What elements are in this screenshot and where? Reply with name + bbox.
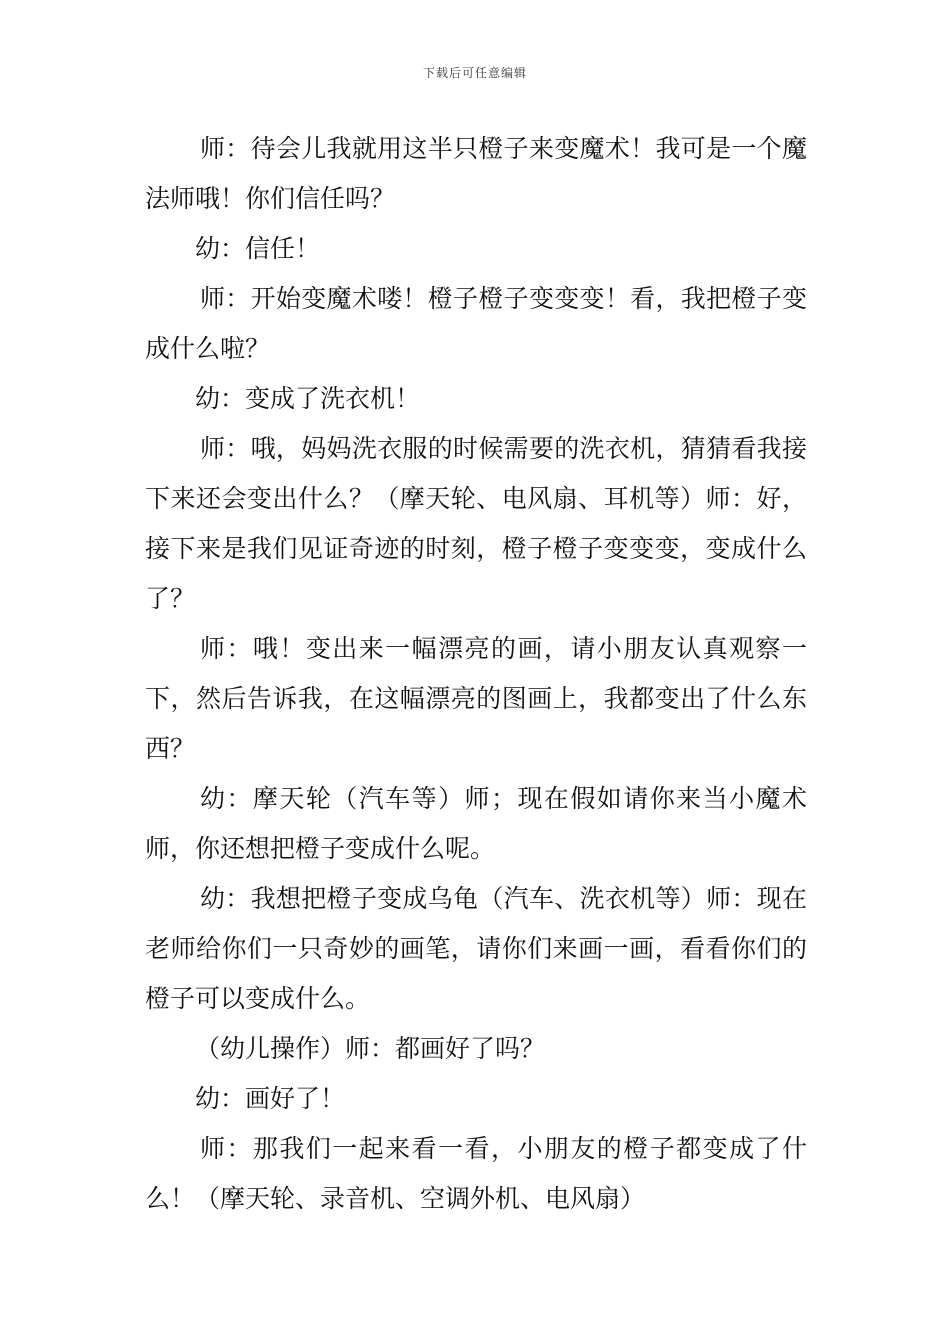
- paragraph: （幼儿操作）师：都画好了吗？: [195, 1034, 546, 1063]
- paragraph: 师：开始变魔术喽！橙子橙子变变变！看，我把橙子变成什么啦？: [145, 284, 807, 363]
- paragraph: 师：那我们一起来看一看，小朋友的橙子都变成了什么！（摩天轮、录音机、空调外机、电风扇）: [145, 1134, 807, 1213]
- paragraph: 师：哦，妈妈洗衣服的时候需要的洗衣机，猜猜看我接下来还会变出什么？（摩天轮、电风扇、耳机等）师：好，接下来是我们见证奇迹的时刻，橙子橙子变变变，变成什么了？: [145, 434, 807, 613]
- document-body: [145, 124, 807, 1224]
- paragraph: 师：哦！变出来一幅漂亮的画，请小朋友认真观察一下，然后告诉我，在这幅漂亮的图画上，我都变出了什么东西？: [145, 634, 807, 763]
- paragraph: 幼：画好了！: [195, 1084, 346, 1113]
- paragraph: 幼：变成了洗衣机！: [195, 384, 421, 413]
- paragraph: 幼：我想把橙子变成乌龟（汽车、洗衣机等）师：现在老师给你们一只奇妙的画笔，请你们来画一画，看看你们的橙子可以变成什么。: [145, 884, 807, 1013]
- paragraph: 幼：摩天轮（汽车等）师；现在假如请你来当小魔术师，你还想把橙子变成什么呢。: [145, 784, 807, 863]
- paragraph: 幼：信任！: [195, 234, 321, 263]
- page-header: 下载后可任意编辑: [422, 66, 527, 80]
- paragraph: 师：待会儿我就用这半只橙子来变魔术！我可是一个魔法师哦！你们信任吗？: [145, 134, 807, 213]
